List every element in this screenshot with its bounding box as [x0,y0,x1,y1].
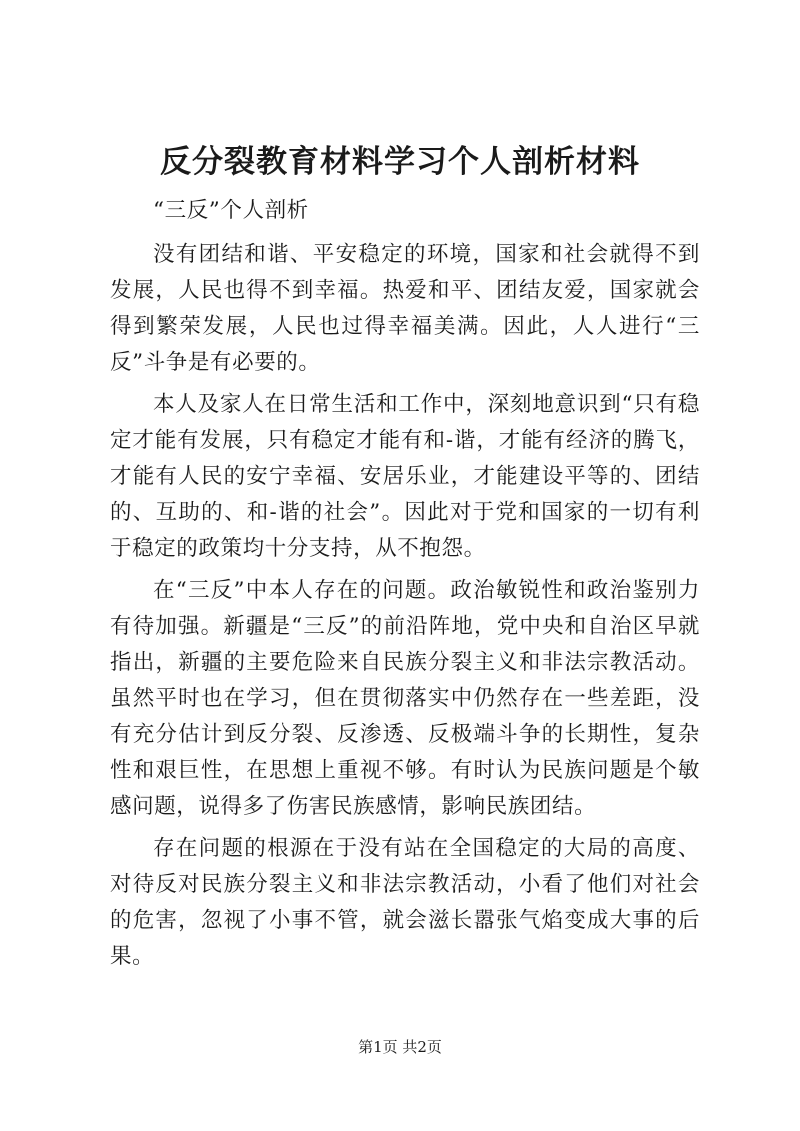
paragraph-1: 没有团结和谐、平安稳定的环境，国家和社会就得不到发展，人民也得不到幸福。热爱和平、团结友爱，国家就会得到繁荣发展，人民也过得幸福美满。因此，人人进行“三反”斗争是有必要的。 [110,242,700,375]
section-subtitle: “三反”个人剖析 [153,198,309,223]
paragraph-4: 存在问题的根源在于没有站在全国稳定的大局的高度、对待反对民族分裂主义和非法宗教活动，小看了他们对社会的危害，忽视了小事不管，就会滋长嚣张气焰变成大事的后果。 [110,836,700,969]
page-number-footer: 第1页 共2页 [358,1038,442,1056]
document-body [110,193,700,975]
paragraph-2: 本人及家人在日常生活和工作中，深刻地意识到“只有稳定才能有发展，只有稳定才能有和-谐，才能有经济的腾飞，才能有人民的安宁幸福、安居乐业，才能建设平等的、团结的、互助的、和-谐的社会”。因此对于党和国家的一切有利于稳定的政策均十分支持，从不抱怨。 [110,392,700,561]
page-title: 反分裂教育材料学习个人剖析材料 [160,144,640,180]
paragraph-3: 在“三反”中本人存在的问题。政治敏锐性和政治鉴别力有待加强。新疆是“三反”的前沿阵地，党中央和自治区早就指出，新疆的主要危险来自民族分裂主义和非法宗教活动。虽然平时也在学习，但在贯彻落实中仍然存在一些差距，没有充分估计到反分裂、反渗透、反极端斗争的长期性，复杂性和艰巨性，在思想上重视不够。有时认为民族问题是个敏感问题，说得多了伤害民族感情，影响民族团结。 [110,578,700,819]
